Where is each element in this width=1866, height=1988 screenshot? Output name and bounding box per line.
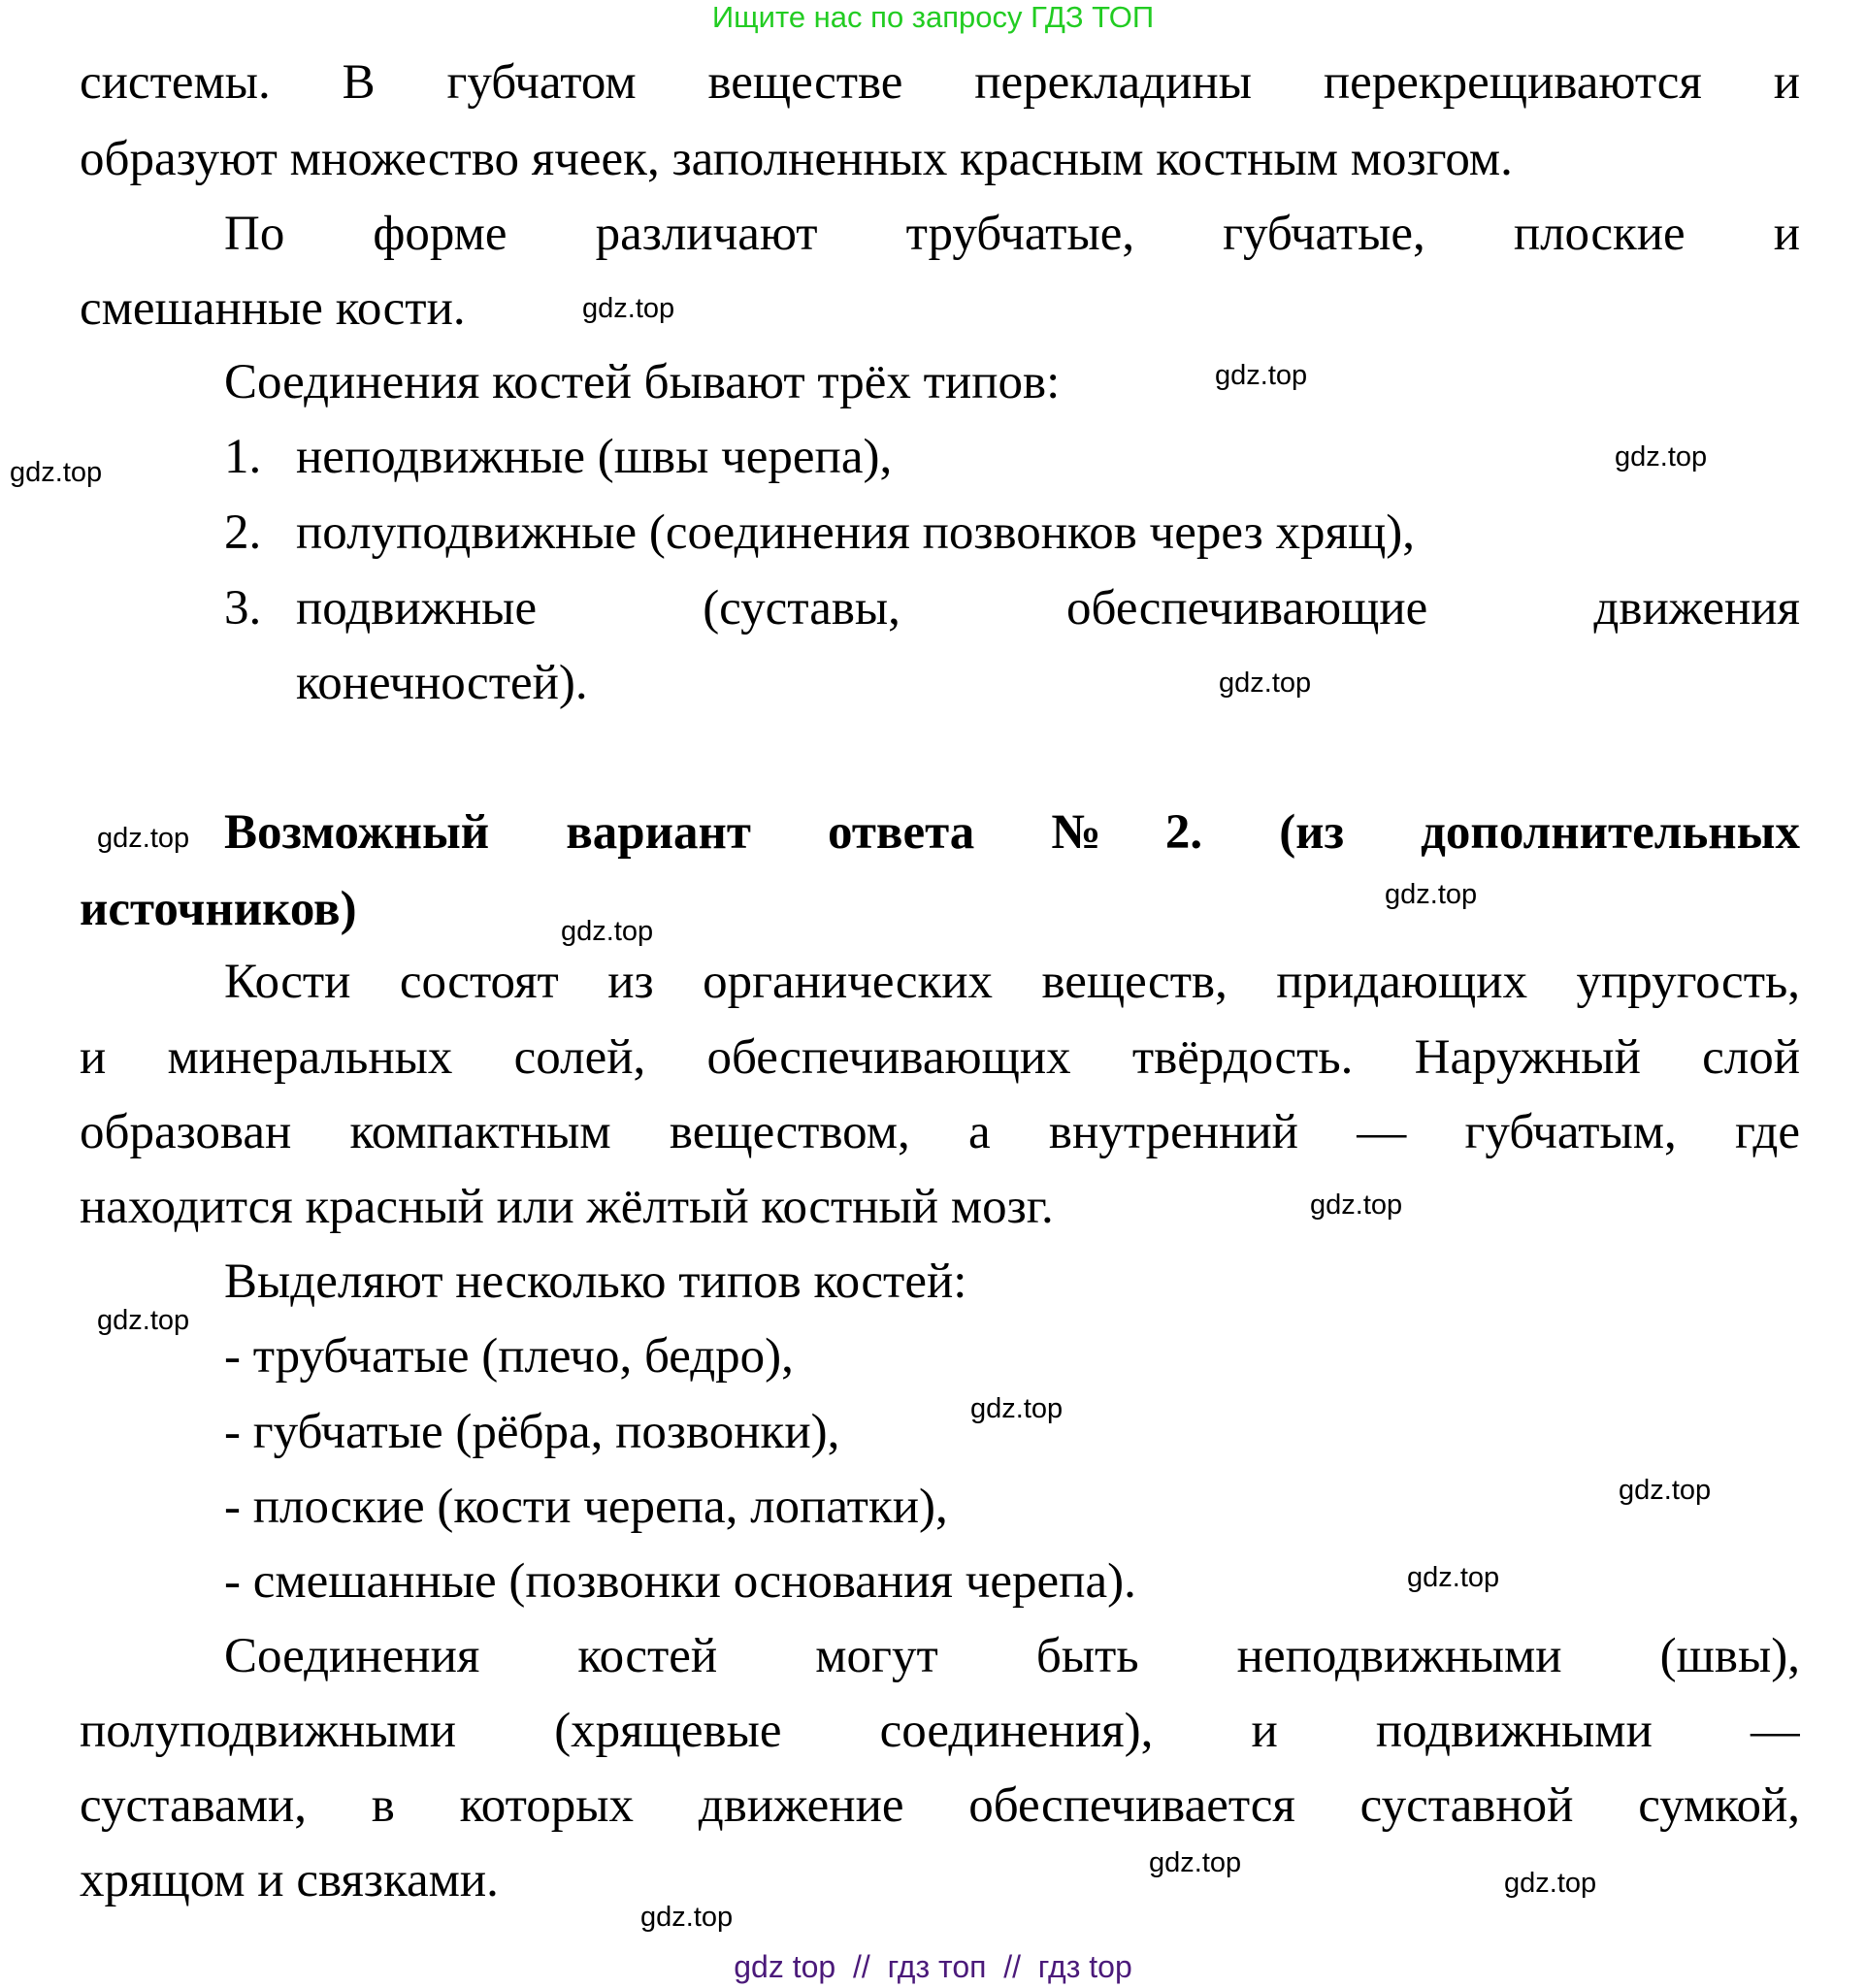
watermark: gdz.top	[561, 916, 654, 947]
list-item: неподвижные (швы черепа),	[296, 430, 893, 484]
paragraph-line: Соединения костей могут быть неподвижными (швы),	[224, 1629, 1800, 1683]
list-item-continuation: конечностей).	[296, 656, 588, 710]
paragraph-line: хрящом и связками.	[80, 1853, 499, 1907]
watermark: gdz.top	[1619, 1475, 1712, 1506]
watermark: gdz.top	[1310, 1190, 1403, 1221]
watermark: gdz.top	[1504, 1868, 1597, 1899]
list-item: - губчатые (рёбра, позвонки),	[224, 1405, 840, 1459]
watermark: gdz.top	[10, 457, 103, 488]
watermark: gdz.top	[1407, 1562, 1500, 1593]
list-item: подвижные (суставы, обеспечивающие движения	[296, 581, 1800, 636]
paragraph-line: находится красный или жёлтый костный мозг.	[80, 1180, 1054, 1234]
watermark: gdz.top	[1615, 441, 1708, 473]
footer-links[interactable]: gdz top // гдз топ // гдз top	[734, 1949, 1132, 1984]
watermark: gdz.top	[1385, 879, 1478, 910]
list-number: 2.	[224, 505, 262, 560]
watermark: gdz.top	[97, 1305, 190, 1336]
paragraph-line: системы. В губчатом веществе перекладины перекрещиваются и	[80, 55, 1800, 110]
watermark: gdz.top	[97, 823, 190, 854]
list-item: - трубчатые (плечо, бедро),	[224, 1329, 794, 1384]
list-number: 1.	[224, 430, 262, 484]
watermark: gdz.top	[640, 1902, 734, 1933]
list-number: 3.	[224, 581, 262, 636]
watermark: gdz.top	[1149, 1847, 1242, 1878]
paragraph-line: образуют множество ячеек, заполненных красным костным мозгом.	[80, 132, 1513, 186]
paragraph-line: По форме различают трубчатые, губчатые, плоские и	[224, 207, 1800, 261]
paragraph-line: образован компактным веществом, а внутренний — губчатым, где	[80, 1105, 1800, 1159]
watermark: gdz.top	[1215, 360, 1308, 391]
paragraph-line: Соединения костей бывают трёх типов:	[224, 355, 1061, 409]
list-item: полуподвижные (соединения позвонков через хрящ),	[296, 505, 1415, 560]
paragraph-line: Выделяют несколько типов костей:	[224, 1255, 967, 1309]
watermark: gdz.top	[1219, 668, 1312, 699]
watermark: gdz.top	[582, 293, 675, 324]
section-heading-cont: источников)	[80, 882, 357, 936]
paragraph-line: Кости состоят из органических веществ, придающих упругость,	[224, 955, 1800, 1009]
watermark: gdz.top	[970, 1393, 1064, 1424]
list-item: - плоские (кости черепа, лопатки),	[224, 1480, 948, 1534]
section-heading: Возможный вариант ответа №2. (из дополнительных	[224, 805, 1800, 860]
search-banner[interactable]: Ищите нас по запросу ГДЗ ТОП	[711, 0, 1155, 34]
paragraph-line: суставами, в которых движение обеспечивается суставной сумкой,	[80, 1778, 1800, 1833]
paragraph-line: полуподвижными (хрящевые соединения), и подвижными —	[80, 1704, 1800, 1758]
paragraph-line: смешанные кости.	[80, 281, 466, 336]
paragraph-line: и минеральных солей, обеспечивающих твёрдость. Наружный слой	[80, 1030, 1800, 1085]
list-item: - смешанные (позвонки основания черепа).	[224, 1554, 1136, 1609]
